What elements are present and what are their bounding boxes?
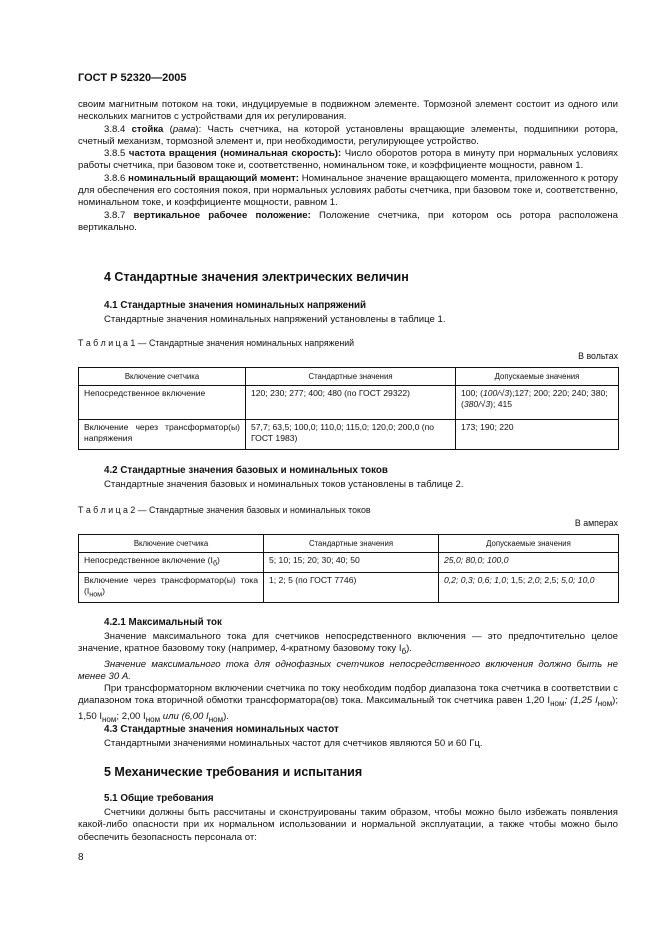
table-1-cell: 57,7; 63,5; 100,0; 110,0; 115,0; 120,0; 200,0 (по ГОСТ 1983) — [246, 420, 456, 450]
table-1-cell: 100; (100/√3);127; 200; 220; 240; 380; (380/√3); 415 — [456, 386, 619, 420]
section-5-1-body — [78, 807, 618, 844]
table-2-cell: 25,0; 80,0; 100,0 — [439, 553, 619, 573]
section-4-2-text: Стандартные значения базовых и номинальных токов установлены в таблице 2. — [104, 479, 464, 490]
table-2-cell: Включение через трансформатор(ы) тока $(I_{ном})$ — [79, 572, 264, 603]
table-1-header: Включение счетчика — [79, 368, 246, 386]
table-1-caption: Т а б л и ц а 1 — Стандартные значения номинальных напряжений — [78, 338, 355, 348]
section-5-1-title: 5.1 Общие требования — [104, 793, 214, 804]
table-2-caption: Т а б л и ц а 2 — Стандартные значения базовых и номинальных токов — [78, 505, 371, 515]
table-2 — [78, 534, 619, 603]
table-2-cell: 1; 2; 5 (по ГОСТ 7746) — [264, 572, 439, 603]
page-number: 8 — [78, 852, 84, 863]
intro-paragraph: своим магнитным потоком на токи, индуцируемые в подвижном элементе. Тормозной элемент состоит из одного или нескольких магнитов с устройствами для их регулирования. — [78, 99, 618, 123]
def-3-8-4: 3.8.4 стойка (рама): Часть счетчика, на которой установлены вращающие элементы, подшипники ротора, счетный механизм, тормозной элемент и, при необходимости, регулирующее устройство. — [78, 123, 618, 147]
table-2-header: Включение счетчика — [79, 535, 264, 553]
section-4-title: 4 Стандартные значения электрических величин — [104, 270, 409, 284]
section-4-2-1-title: 4.2.1 Максимальный ток — [104, 617, 222, 628]
table-1-header: Стандартные значения — [246, 368, 456, 386]
section-5-title: 5 Механические требования и испытания — [104, 765, 363, 779]
table-1-cell: 120; 230; 277; 400; 480 (по ГОСТ 29322) — [246, 386, 456, 420]
document-header: ГОСТ Р 52320—2005 — [78, 72, 187, 84]
section-4-2-1-body — [78, 631, 618, 726]
section-4-1-text: Стандартные значения номинальных напряжений установлены в таблице 1. — [104, 314, 446, 325]
table-1-header: Допускаемые значения — [456, 368, 619, 386]
table-2-header: Стандартные значения — [264, 535, 439, 553]
table-1 — [78, 367, 619, 450]
table-2-cell: 0,2; 0,3; 0,6; 1,0; 1,5; 2,0; 2,5; 5,0; 10,0 — [439, 572, 619, 603]
def-3-8-6: 3.8.6 номинальный вращающий момент: Номинальное значение вращающего момента, приложенного к ротору для обеспечения его состояния покоя, при нормальных условиях работы счетчика, при базовом токе и, соответственно, номинальном токе, и коэффициенте мощности, равном 1. — [78, 172, 618, 209]
section-4-3-title: 4.3 Стандартные значения номинальных частот — [104, 724, 339, 735]
max-current-paragraph: Значение максимального тока для счетчиков непосредственного включения — это предпочтительно целое значение, кратное базовому току (например, 4-кратному базовому току $I_б$). — [78, 631, 618, 657]
transformer-paragraph: При трансформаторном включении счетчика по току необходим подбор диапазона тока счетчика в соответствии с диапазоном тока вторичной обмотки трансформатора(ов) тока. Максимальный ток счетчика равен 1,20 $I_{ном}$; (1,25 $I_{ном}$); 1,50 $I_{ном}$; 2,00 $I_{ном}$ или (6,00 $I_{ном}$). — [78, 683, 618, 724]
table-1-cell: 173; 190; 220 — [456, 420, 619, 450]
table-2-header: Допускаемые значения — [439, 535, 619, 553]
section-4-2-title: 4.2 Стандартные значения базовых и номинальных токов — [104, 465, 388, 476]
max-current-note: Значение максимального тока для однофазных счетчиков непосредственного включения должно быть не менее 30 А. — [78, 658, 618, 682]
table-1-cell: Непосредственное включение — [79, 386, 246, 420]
def-3-8-7: 3.8.7 вертикальное рабочее положение: Положение счетчика, при котором ось ротора расположена вертикально. — [78, 209, 618, 233]
table-2-cell: Непосредственное включение $(I_б)$ — [79, 553, 264, 573]
table-1-unit: В вольтах — [578, 351, 618, 361]
def-3-8-5: 3.8.5 частота вращения (номинальная скорость): Число оборотов ротора в минуту при нормальных условиях работы счетчика, при базовом токе и, соответственно, номинальном токе, и коэффициенте мощности, равном 1. — [78, 148, 618, 172]
section-4-1-title: 4.1 Стандартные значения номинальных напряжений — [104, 300, 367, 311]
definitions-block — [78, 99, 618, 234]
general-requirements-text: Счетчики должны быть рассчитаны и сконструированы таким образом, чтобы можно было избежать появления какой-либо опасности при их нормальном использовании и нормальной эксплуатации, а также чтобы можно было обеспечить безопасность персонала от: — [78, 807, 618, 843]
table-2-unit: В амперах — [574, 518, 618, 528]
table-1-cell: Включение через трансформатор(ы) напряжения — [79, 420, 246, 450]
table-2-cell: 5; 10; 15; 20; 30; 40; 50 — [264, 553, 439, 573]
section-4-3-text: Стандартными значениями номинальных частот для счетчиков являются 50 и 60 Гц. — [104, 738, 483, 749]
